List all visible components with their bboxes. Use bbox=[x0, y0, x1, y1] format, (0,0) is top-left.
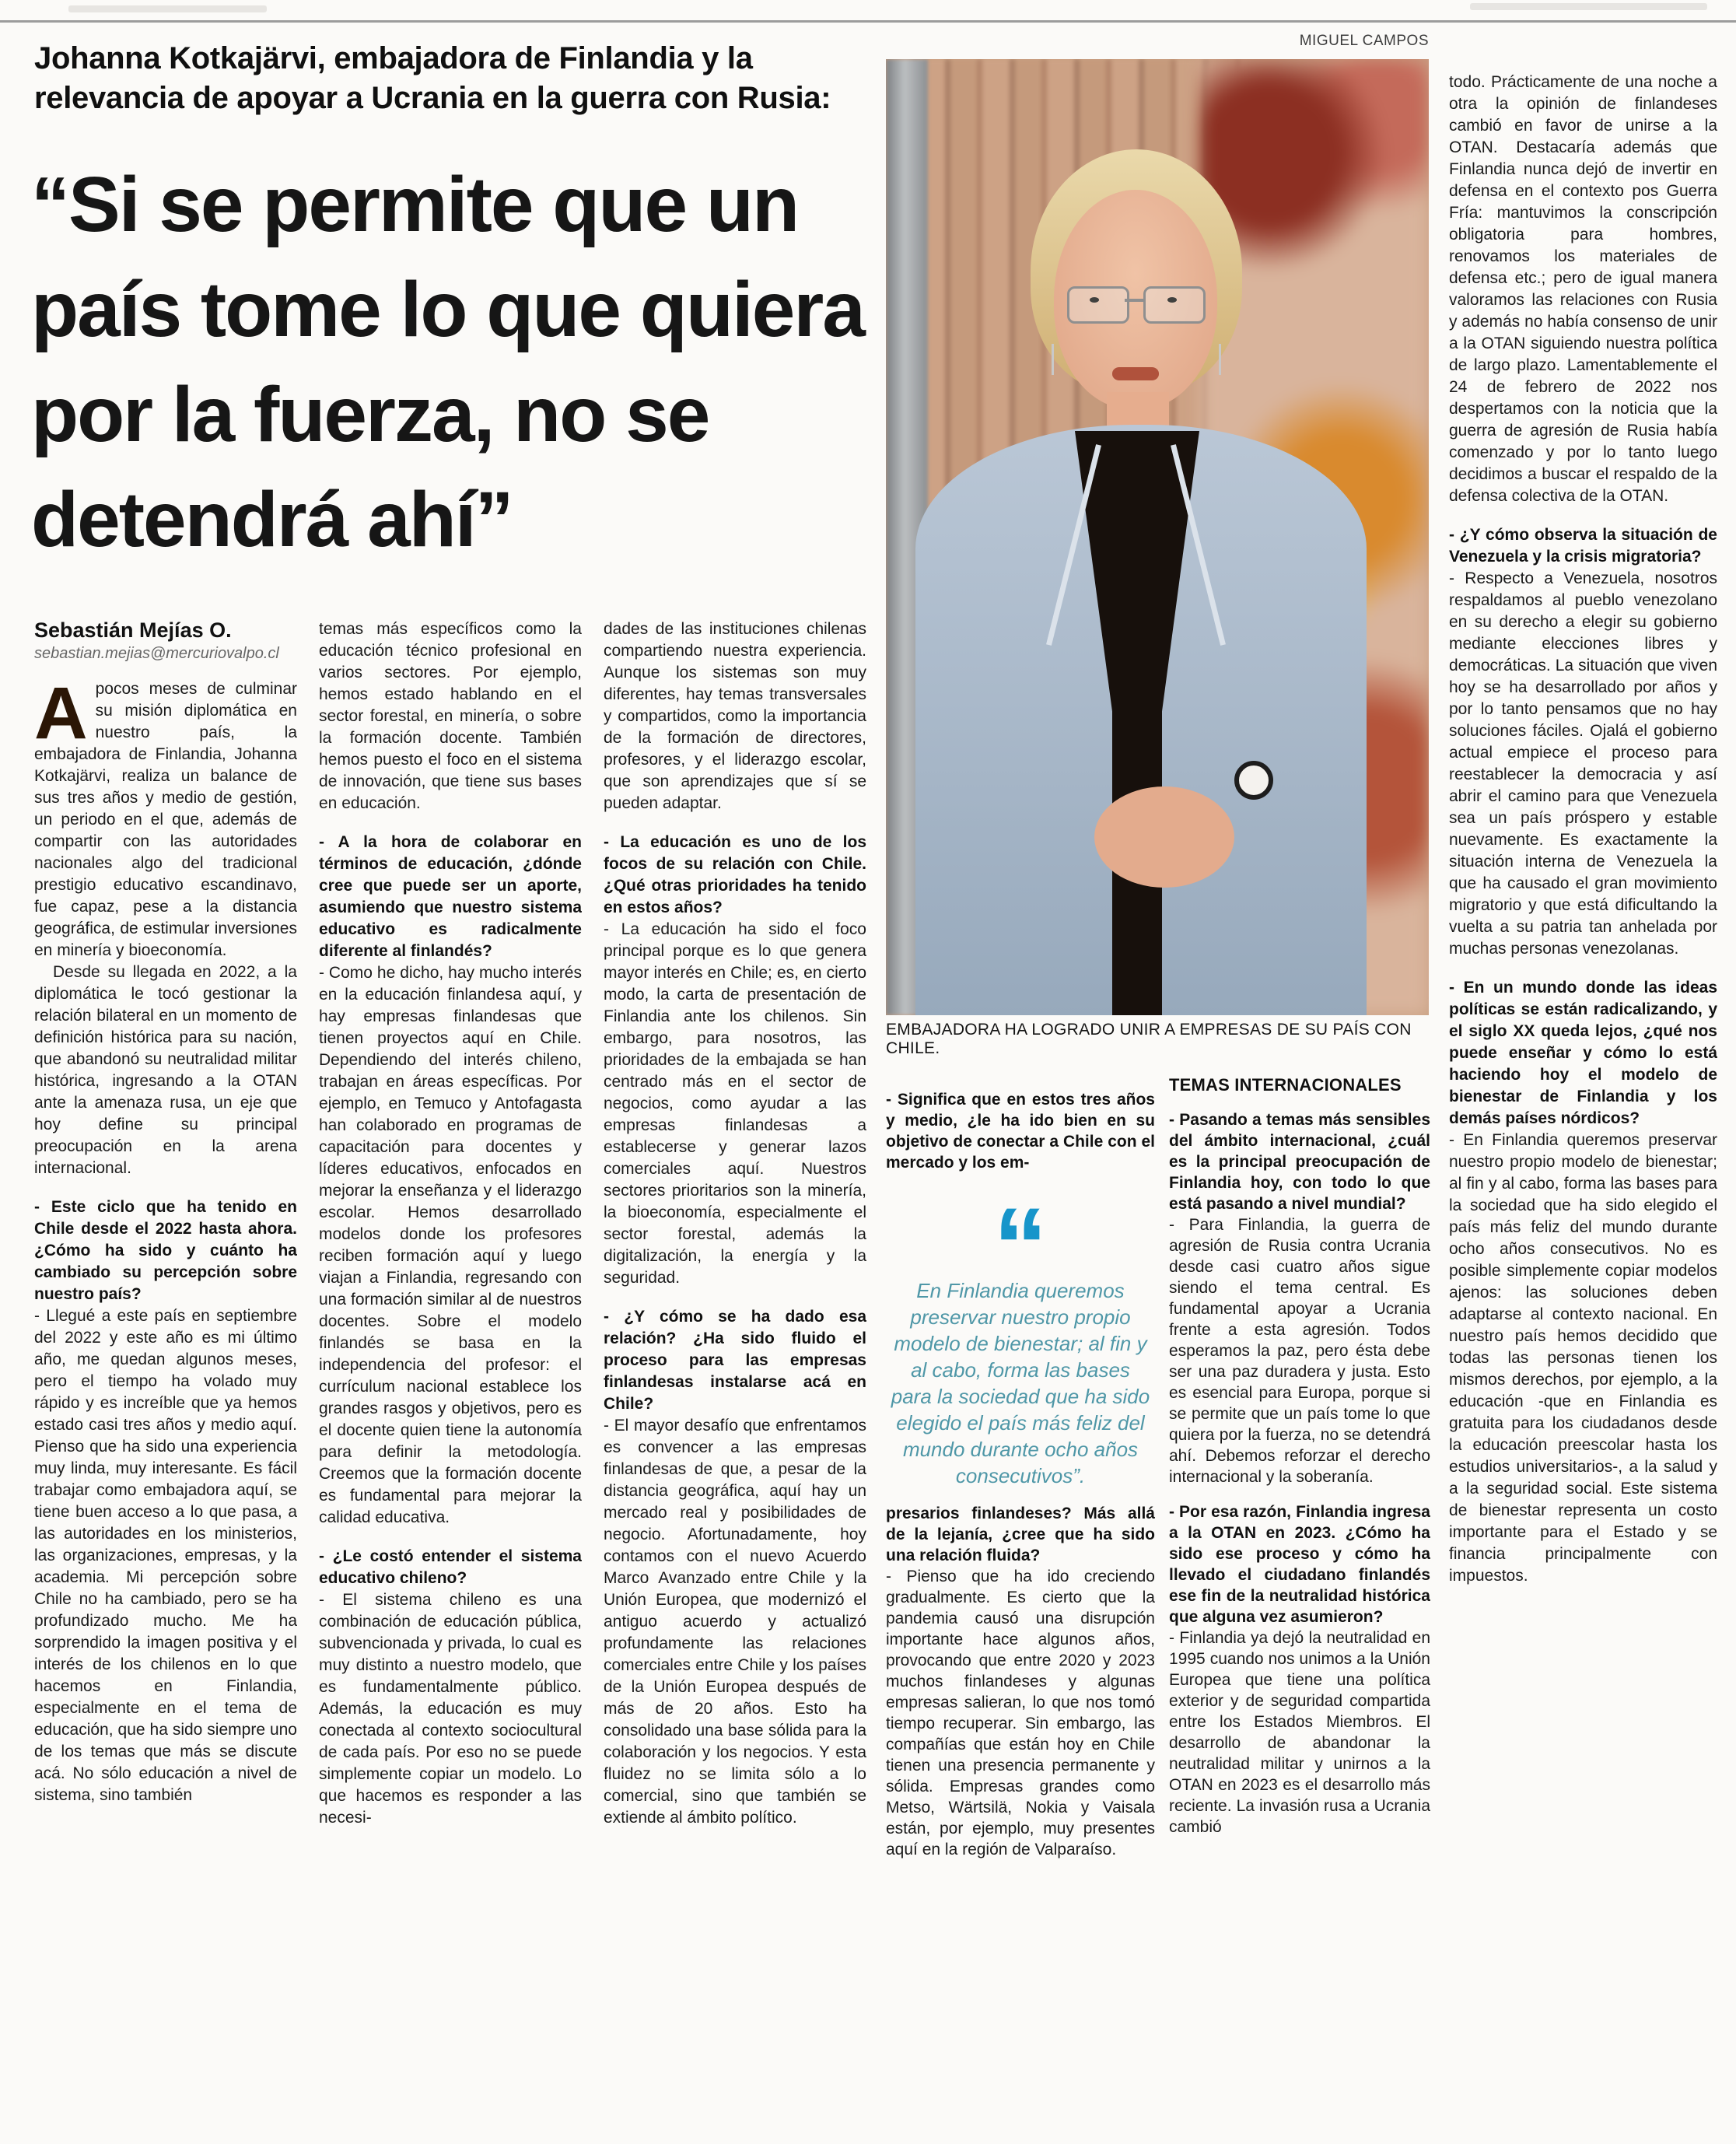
photo-person-watch bbox=[1234, 761, 1273, 800]
paragraph: temas más específicos como la educación técnico profesional en varios sectores. Por ejemplo, hemos estado hablando en el sector forestal, en minería, o sobre la formación docente. También hemos puesto el foco en el sistema de innovación, que tiene sus bases en educación. bbox=[319, 620, 582, 812]
lead-text: pocos meses de culminar su misión diplomática en nuestro país, la embajadora de Finlandia, Johanna Kotkajärvi, realiza un balance de sus tres años y medio de gestión, un periodo en el que, además de compartir con las autoridades nacionales algo del tradicional prestigio educativo escandinavo, fue capaz, pese a la distancia geográfica, de estimular inversiones en minería y bioeconomía. bbox=[34, 680, 297, 959]
interview-question: - ¿Y cómo observa la situación de Venezuela y la crisis migratoria? bbox=[1449, 526, 1717, 566]
photo-person-hands bbox=[1094, 786, 1234, 888]
photo-person-glasses-bridge bbox=[1125, 299, 1143, 302]
article-column-2 bbox=[319, 618, 582, 2144]
photo-person-eye bbox=[1167, 297, 1177, 303]
headline: “Si se permite que un país tome lo que quiera por la fuerza, no se detendrá ahí” bbox=[31, 161, 864, 563]
article-column-4 bbox=[886, 1075, 1155, 2144]
article-column-6 bbox=[1449, 72, 1717, 2144]
interview-question: - ¿Y cómo se ha dado esa relación? ¿Ha sido fluido el proceso para las empresas finlandesas instalarse acá en Chile? bbox=[604, 1308, 866, 1413]
interview-question-continued: presarios finlandeses? Más allá de la lejanía, ¿cree que ha sido una relación fluida? bbox=[886, 1505, 1155, 1564]
photo-person-eye bbox=[1090, 297, 1099, 303]
section-header: TEMAS INTERNACIONALES bbox=[1169, 1075, 1402, 1095]
lead-paragraph bbox=[34, 672, 297, 962]
interview-answer: - Pienso que ha ido creciendo gradualmente. Es cierto que la pandemia causó una disrupción importante hace algunos años, provocando que entre 2020 y 2023 muchos finlandeses y algunas empresas salieran, lo que nos tomó tiempo recuperar. Sin embargo, las compañías que están hoy en Chile tienen una presencia permanente y sólida. Empresas grandes como Metso, Wärtsilä, Nokia y Vaisala están, por ejemplo, muy presentes aquí en la región de Valparaíso. bbox=[886, 1568, 1155, 1858]
interview-answer: - Como he dicho, hay mucho interés en la educación finlandesa aquí, y hay empresas finlandesas que tienen proyectos aquí en Chile. Dependiendo del interés chileno, trabajan en áreas específicas. Por ejemplo, en Temuco y Antofagasta han colaborado en programas de capacitación para docentes y líderes educativos, enfocados en mejorar la enseñanza y el liderazgo escolar. Hemos desarrollado modelos donde los profesores reciben formación aquí y luego viajan a Finlandia, regresando con una formación similar al de nuestros docentes. Sobre el modelo finlandés se basa en la independencia del profesor: el currículum nacional establece los grandes rasgos y objetivos, pero es el docente quien tiene la autonomía para definir la metodología. Creemos que la formación docente es fundamental para mejorar la calidad educativa. bbox=[319, 964, 582, 1526]
paragraph: todo. Prácticamente de una noche a otra la opinión de finlandeses cambió en favor de unirse a la OTAN. Destacaría además que Finlandia nunca dejó de invertir en defensa en el contexto pos Guerra Fría: mantuvimos la conscripción obligatoria para hombres, renovamos los materiales de defensa etc.; pero de igual manera valoramos las relaciones con Rusia y además no había consenso de unir a la OTAN siguiendo nuestra política de largo plazo. Lamentablemente el 24 de febrero de 2022 nos despertamos con la noticia que la guerra de agresión de Rusia había comenzado y por lo tanto luego decidimos a buscar el respaldo de la defensa colectiva de la OTAN. bbox=[1449, 73, 1717, 505]
interview-question: - Significa que en estos tres años y medio, ¿le ha ido bien en su objetivo de conectar a Chile con el mercado y los em- bbox=[886, 1091, 1155, 1172]
photo-person-glasses bbox=[1067, 286, 1129, 324]
interview-answer: - Llegué a este país en septiembre del 2022 y este año es mi último año, me quedan algunos meses, pero el tiempo ha volado muy rápido y es increíble que ya hemos estado casi tres años y medio aquí. Pienso que ha sido una experiencia muy linda, muy interesante. Es fácil trabajar como embajadora aquí, se tiene buen acceso a lo que pasa, a las autoridades en los ministerios, las organizaciones, empresas, y la academia. Mi percepción sobre Chile no ha cambiado, pero se ha profundizado mucho. Me ha sorprendido la imagen positiva y el interés de los chilenos en lo que hacemos en Finlandia, especialmente en el tema de educación, que ha sido siempre uno de los temas que más se discute acá. No sólo educación a nivel de sistema, sino también bbox=[34, 1307, 297, 1804]
byline-author: Sebastián Mejías O. bbox=[34, 618, 232, 642]
interview-question: - Pasando a temas más sensibles del ámbito internacional, ¿cuál es la principal preocupación de Finlandia hoy, con todo lo que está pasando a nivel mundial? bbox=[1169, 1111, 1430, 1213]
article-column-5 bbox=[1169, 1075, 1430, 2144]
interview-answer: - Respecto a Venezuela, nosotros respaldamos al pueblo venezolano en su derecho a elegir su gobierno mediante elecciones libres y democráticas. La situación que viven hoy se ha desarrollado por años y por lo tanto pensamos que no hay soluciones fáciles. Ojalá el gobierno actual empiece el proceso para reestablecer la democracia y así abrir el camino para que Venezuela sea un país próspero y estable nuevamente. Es exactamente la situación interna de Venezuela la que ha causado el gran movimiento migratorio y que está dificultando la vuelta a su patria tan anhelada por muchas personas venezolanas. bbox=[1449, 569, 1717, 958]
article-column-1 bbox=[34, 618, 297, 2144]
page-edge-remnant-left bbox=[68, 5, 267, 12]
interview-answer: - Finlandia ya dejó la neutralidad en 1995 cuando nos unimos a la Unión Europea que tiene una política exterior y de seguridad compartida entre los Estados Miembros. El desarrollo de abandonar la neutralidad militar y unirnos a la OTAN en 2023 es el desarrollo más reciente. La invasión rusa a Ucrania cambió bbox=[1169, 1629, 1430, 1836]
pull-quote bbox=[886, 1192, 1155, 1489]
article-column-3 bbox=[604, 618, 866, 2144]
interview-question: - ¿Le costó entender el sistema educativo chileno? bbox=[319, 1547, 582, 1587]
interview-question: - A la hora de colaborar en términos de educación, ¿dónde cree que puede ser un aporte, asumiendo que nuestro sistema educativo es radicalmente diferente al finlandés? bbox=[319, 833, 582, 960]
kicker: Johanna Kotkajärvi, embajadora de Finlandia y la relevancia de apoyar a Ucrania en la guerra con Rusia: bbox=[34, 41, 831, 115]
interview-question: - En un mundo donde las ideas políticas se están radicalizando, y el siglo XX queda lejos, ¿qué nos puede enseñar y cómo lo está haciendo hoy el modelo de bienestar de Finlandia y los demás países nórdicos? bbox=[1449, 979, 1717, 1127]
photo-person-glasses bbox=[1143, 286, 1206, 324]
interview-question: - La educación es uno de los focos de su relación con Chile. ¿Qué otras prioridades ha tenido en estos años? bbox=[604, 833, 866, 916]
pull-quote-text: En Finlandia queremos preservar nuestro propio modelo de bienestar; al fin y al cabo, forma las bases para la sociedad que ha sido elegido el país más feliz del mundo durante ocho años consecutivos”. bbox=[891, 1279, 1150, 1487]
photo-person-mouth bbox=[1112, 367, 1159, 380]
paragraph: dades de las instituciones chilenas compartiendo nuestra experiencia. Aunque los sistemas son muy diferentes, hay temas transversales y compartidos, como la importancia de la formación de directores, profesores, y el liderazgo escolar, que son aprendizajes que sí se pueden adaptar. bbox=[604, 620, 866, 812]
interview-answer: - En Finlandia queremos preservar nuestro propio modelo de bienestar; al fin y al cabo, forma las bases para la sociedad que ha sido elegido el país más feliz del mundo durante ocho años consecutivos. No es posible simplemente copiar modelos ajenos: las soluciones deben adaptarse al contexto nacional. En nuestro país hemos decidido que todas las personas tienen los mismos derechos, por ejemplo, a la educación -que en Finlandia es gratuita para los ciudadanos desde la educación preescolar hasta los estudios universitarios-, a la salud y a la seguridad social. Este sistema de bienestar representa un costo importante para el Estado y se financia principalmente con impuestos. bbox=[1449, 1131, 1717, 1585]
interview-question: - Este ciclo que ha tenido en Chile desde el 2022 hasta ahora. ¿Cómo ha sido y cuánto ha cambiado su percepción sobre nuestro país? bbox=[34, 1198, 297, 1303]
interview-answer: - La educación ha sido el foco principal porque es lo que genera mayor interés en Chile; es, en cierto modo, la carta de presentación de Finlandia ante los chilenos. Sin embargo, para nosotros, las prioridades de la embajada se han centrado más en el sector de negocios, como ayudar a las empresas finlandesas a establecerse y generar lazos comerciales aquí. Nuestros sectores prioritarios son la minería, la bioeconomía, especialmente el sector forestal, además la digitalización, la energía y la seguridad. bbox=[604, 920, 866, 1287]
photo-person-earring bbox=[1052, 344, 1054, 375]
interview-question: - Por esa razón, Finlandia ingresa a la OTAN en 2023. ¿Cómo ha sido ese proceso y cómo ha llevado el ciudadano finlandés ese fin de la neutralidad histórica que alguna vez asumieron? bbox=[1169, 1503, 1430, 1626]
byline-email: sebastian.mejias@mercuriovalpo.cl bbox=[34, 645, 279, 662]
photo-credit: MIGUEL CAMPOS bbox=[1299, 33, 1429, 49]
paragraph: Desde su llegada en 2022, a la diplomática le tocó gestionar la relación bilateral en un momento de definición histórica para su nación, que abandonó su neutralidad militar histórica, ingresando a la OTAN ante la amenaza rusa, un eje que hoy define su principal preocupación en la arena internacional. bbox=[34, 963, 297, 1177]
interview-answer: - Para Finlandia, la guerra de agresión de Rusia contra Ucrania desde casi cuatro años sigue siendo el tema central. Es fundamental apoyar a Ucrania frente a esta agresión. Todos esperamos la paz, pero ésta debe ser una paz duradera y justa. Esto es esencial para Europa, porque si se permite que un país tome lo que quiera por la fuerza, no se detendrá ahí. Debemos reforzar el derecho internacional y la soberanía. bbox=[1169, 1216, 1430, 1486]
interview-answer: - El mayor desafío que enfrentamos es convencer a las empresas finlandesas de que, a pesar de la distancia geográfica, aquí hay un mercado real y posibilidades de negocio. Afortunadamente, hoy contamos con el nuevo Acuerdo Marco Avanzado entre Chile y la Unión Europea, que modernizó el antiguo acuerdo y actualizó profundamente las relaciones comerciales entre Chile y los países de la Unión Europea después de más de 20 años. Esto ha consolidado una base sólida para la colaboración y los negocios. Y esta fluidez no se limita sólo a lo comercial, sino que también se extiende al ámbito político. bbox=[604, 1417, 866, 1827]
photo-caption: EMBAJADORA HA LOGRADO UNIR A EMPRESAS DE SU PAÍS CON CHILE. bbox=[886, 1021, 1412, 1057]
page-edge-remnant-right bbox=[1470, 3, 1707, 10]
top-rule bbox=[0, 20, 1736, 23]
interview-answer: - El sistema chileno es una combinación de educación pública, subvencionada y privada, lo cual es muy distinto a nuestro modelo, que es fundamentalmente público. Además, la educación es muy conectada al contexto sociocultural de cada país. Por eso no se puede simplemente copiar un modelo. Lo que hacemos es responder a las necesi- bbox=[319, 1591, 582, 1827]
quote-mark-icon: “ bbox=[993, 1192, 1048, 1268]
photo-person-earring bbox=[1219, 344, 1221, 375]
ambassador-photo bbox=[886, 59, 1429, 1015]
drop-cap: A bbox=[34, 672, 88, 755]
